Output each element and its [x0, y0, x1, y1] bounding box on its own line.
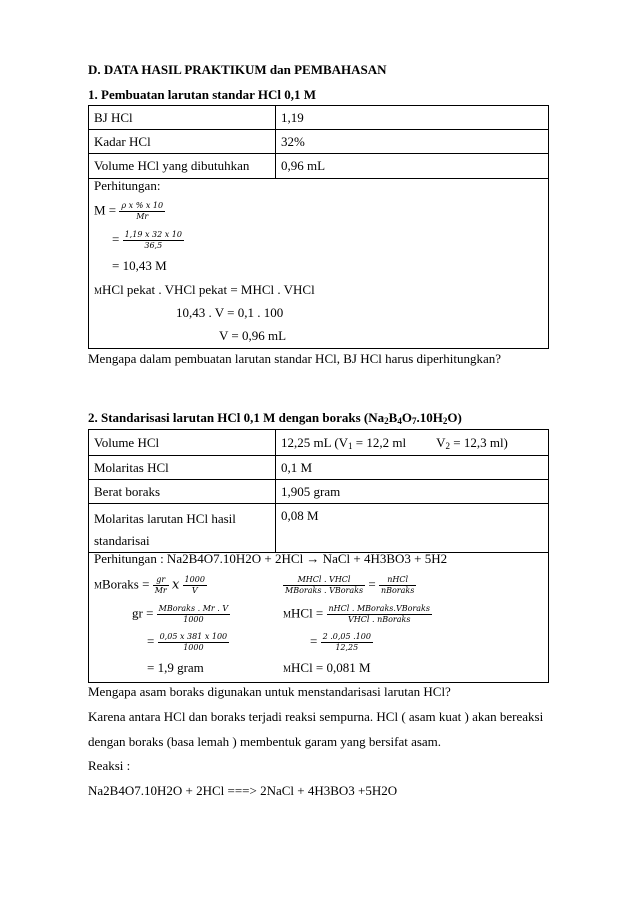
section-title: D. DATA HASIL PRAKTIKUM dan PEMBAHASAN: [88, 62, 387, 77]
txt: O: [401, 410, 412, 425]
answer-line-2: dengan boraks (basa lemah ) membentuk garam yang bersifat asam.: [88, 734, 442, 749]
fraction: [119, 201, 165, 222]
times: x: [171, 577, 180, 593]
cell-label: Berat boraks: [89, 480, 276, 504]
gr-substitution: [147, 632, 229, 653]
sub: 1: [348, 441, 353, 451]
cell-label: Molaritas HCl: [89, 456, 276, 480]
m-prefix: M =: [94, 202, 117, 218]
value: 12,25 mL (V: [281, 435, 349, 450]
cell-label: Volume HCl: [89, 430, 276, 456]
title-text: 2. Standarisasi larutan HCl 0,1 M dengan boraks (Na: [88, 410, 385, 425]
dilution-substitution: 10,43 . V = 0,1 . 100: [176, 305, 284, 320]
ratio-equation: [283, 575, 416, 596]
cell-label: Molaritas larutan HCl hasil standarisai: [89, 504, 276, 553]
dilution-result: V = 0,96 mL: [219, 328, 287, 343]
txt: B: [388, 410, 398, 425]
table-row: [89, 430, 549, 456]
denominator: Mr: [136, 212, 149, 221]
v2: = 12,3 ml): [450, 435, 508, 450]
numerator: ρ x % x 10: [121, 201, 164, 210]
gr-formula: [132, 604, 230, 625]
denominator: nBoraks: [380, 586, 415, 595]
fraction: [153, 575, 169, 596]
txt: .10H: [416, 410, 443, 425]
sub: 4: [397, 416, 402, 426]
numerator: gr: [153, 575, 169, 586]
numerator: MHCl . VHCl: [283, 575, 365, 586]
cell-label: Volume HCl yang dibutuhkan: [89, 154, 276, 179]
sub: 2: [445, 441, 450, 451]
table-row: [89, 106, 549, 130]
question-2: Mengapa asam boraks digunakan untuk menstandarisasi larutan HCl?: [88, 684, 451, 699]
prefix: M: [94, 286, 103, 296]
answer-line-1: Karena antara HCl dan boraks terjadi reaksi sempurna. HCl ( asam kuat ) akan bereaksi: [88, 709, 544, 724]
fraction: [157, 604, 230, 625]
cell-value: 32%: [276, 130, 549, 154]
fraction: [283, 575, 365, 596]
dilution-equation: [94, 282, 315, 299]
denominator: VHCl . nBoraks: [348, 615, 411, 624]
cell-value: 0,96 mL: [276, 154, 549, 179]
mhcl-formula: [283, 604, 432, 625]
cell-value: [276, 430, 549, 456]
reaction-label: Reaksi :: [88, 758, 131, 773]
cell-value: 0,1 M: [276, 456, 549, 480]
label: HCl =: [291, 605, 324, 621]
value: HCl = 0,081 M: [291, 660, 371, 675]
numerator: 0,05 x 381 x 100: [159, 632, 228, 641]
equation: HCl pekat . VHCl pekat = MHCl . VHCl: [102, 282, 315, 297]
cell-value: 1,19: [276, 106, 549, 130]
fraction: [379, 575, 416, 596]
fraction: [327, 604, 432, 625]
calc-heading: Perhitungan:: [94, 178, 161, 193]
fraction: [321, 632, 373, 653]
denominator: Mr: [154, 586, 167, 595]
part1-title: 1. Pembuatan larutan standar HCl 0,1 M: [88, 87, 316, 102]
numerator: 2 .0,05 .100: [322, 632, 371, 641]
sub: 2: [442, 416, 448, 426]
table-row: [89, 456, 549, 480]
mhcl-substitution: [310, 632, 373, 653]
numerator: 1000: [184, 575, 205, 584]
table-row: [89, 480, 549, 504]
question-1: Mengapa dalam pembuatan larutan standar HCl, BJ HCl harus diperhitungkan?: [88, 351, 502, 366]
prefix: M: [283, 664, 292, 674]
label: Boraks =: [102, 576, 150, 592]
reaction-equation: Na2B4O7.10H2O + 2HCl ===> 2NaCl + 4H3BO3 +5H2O: [88, 783, 398, 798]
cell-value: 1,905 gram: [276, 480, 549, 504]
numerator: nHCl: [379, 575, 416, 586]
numerator: MBoraks . Mr . V: [158, 604, 229, 613]
cell-value: 0,08 M: [276, 504, 549, 553]
denominator: MBoraks . VBoraks: [285, 586, 364, 595]
mboraks-formula: [94, 575, 207, 596]
sub: 2: [384, 416, 389, 426]
v2-label: V: [436, 435, 446, 450]
denominator: 1000: [183, 615, 204, 624]
denominator: 12,25: [335, 643, 359, 652]
denominator: 36,5: [144, 241, 163, 250]
table-row: [89, 504, 549, 553]
v1: = 12,2 ml: [352, 435, 407, 450]
molarity-result: = 10,43 M: [112, 258, 167, 273]
table-row: [89, 130, 549, 154]
cell-label: BJ HCl: [89, 106, 276, 130]
numerator: 1,19 x 32 x 10: [124, 230, 182, 239]
mhcl-result: [283, 660, 371, 677]
cell-label: Kadar HCl: [89, 130, 276, 154]
prefix: M: [94, 580, 103, 591]
numerator: nHCl . MBoraks.VBoraks: [328, 604, 430, 613]
table-row: [89, 154, 549, 179]
equals: =: [368, 576, 376, 592]
denominator: 1000: [183, 643, 204, 652]
gr-result: = 1,9 gram: [147, 660, 204, 675]
txt: O): [447, 410, 462, 425]
equals: =: [147, 633, 155, 649]
fraction: [123, 230, 184, 251]
molarity-formula: [94, 201, 165, 222]
fraction: [158, 632, 230, 653]
molarity-substitution: [112, 230, 184, 251]
equals: =: [310, 633, 318, 649]
part1-table: [88, 105, 549, 349]
fraction: [183, 575, 207, 596]
part2-title: 2. Standarisasi larutan HCl 0,1 M dengan boraks (Na2B4O7.10H2O): [88, 410, 462, 426]
denominator: V: [191, 586, 198, 595]
label: gr =: [132, 605, 154, 621]
prefix: M: [283, 609, 292, 620]
equals: =: [112, 231, 120, 247]
reaction-heading: Perhitungan : Na2B4O7.10H2O + 2HCl → NaCl + 4H3BO3 + 5H2: [94, 551, 448, 566]
